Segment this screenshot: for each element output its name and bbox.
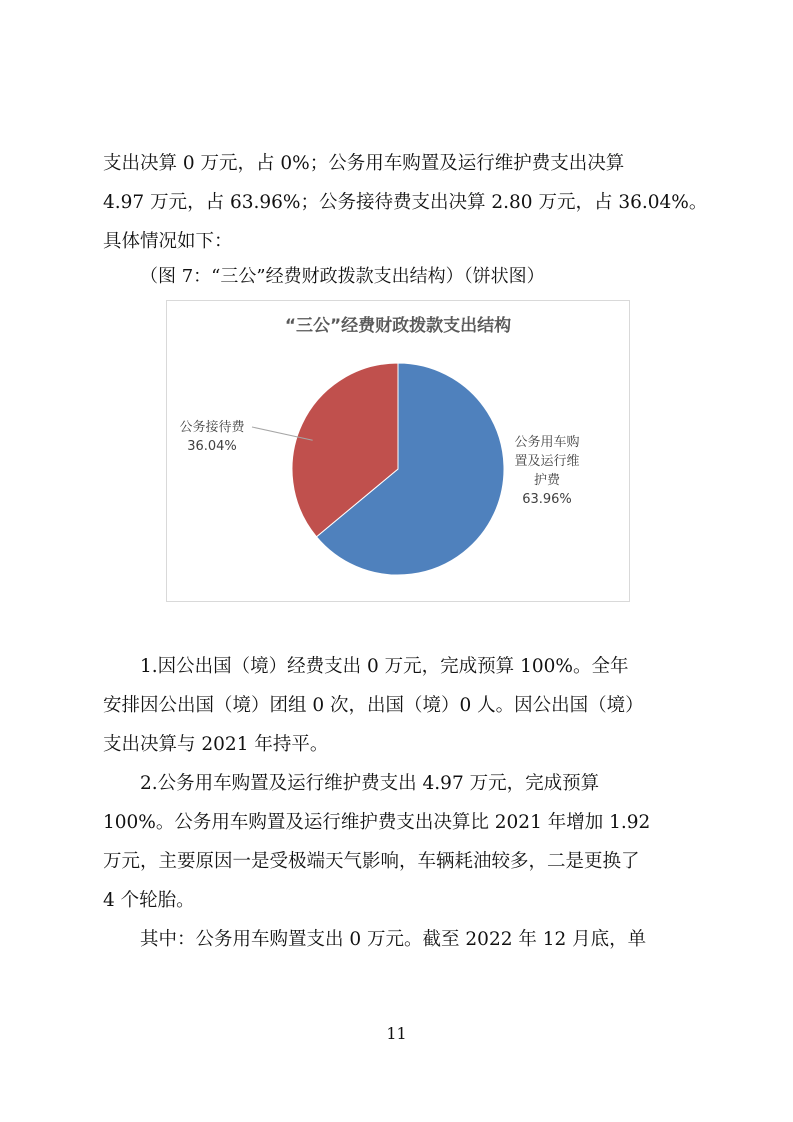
pie-chart-svg (167, 301, 629, 601)
slice-name-label: 置及运行维 (514, 454, 580, 469)
slice-name-label: 公务接待费 (179, 420, 245, 435)
text-line: 具体情况如下： (103, 231, 233, 252)
text-line: 其中：公务用车购置支出 0 万元。截至 2022 年 12 月底，单 (140, 929, 647, 950)
text-line: 万元，主要原因一是受极端天气影响，车辆耗油较多，二是更换了 (103, 851, 640, 872)
text-line: 4.97 万元，占 63.96%；公务接待费支出决算 2.80 万元，占 36.04%。 (103, 192, 708, 213)
slice-value-label: 63.96% (522, 492, 572, 507)
text-line: 4 个轮胎。 (103, 890, 195, 911)
slice-name-label: 护费 (533, 473, 561, 488)
text-line: 1.因公出国（境）经费支出 0 万元，完成预算 100%。全年 (140, 656, 629, 677)
paragraph-vehicle-purchase (103, 920, 691, 959)
text-line: 支出决算 0 万元，占 0%；公务用车购置及运行维护费支出决算 (103, 153, 625, 174)
paragraph-expense-summary (103, 144, 708, 261)
page-number: 11 (386, 1024, 407, 1043)
slice-label (514, 434, 579, 507)
paragraph-vehicle-expense (103, 764, 691, 920)
pie-chart (166, 300, 630, 602)
paragraph-overseas-expense (103, 647, 691, 764)
slice-name-label: 公务用车购 (514, 435, 580, 450)
text-line: 安排因公出国（境）团组 0 次，出国（境）0 人。因公出国（境） (103, 695, 644, 716)
slice-label (179, 419, 245, 454)
chart-title: “三公”经费财政拨款支出结构 (284, 316, 512, 336)
text-line: 2.公务用车购置及运行维护费支出 4.97 万元，完成预算 (140, 773, 600, 794)
text-line: 100%。公务用车购置及运行维护费支出决算比 2021 年增加 1.92 (103, 812, 651, 833)
figure-caption: （图 7：“三公”经费财政拨款支出结构）（饼状图） (140, 266, 545, 287)
slice-value-label: 36.04% (187, 439, 237, 454)
text-line: 支出决算与 2021 年持平。 (103, 734, 329, 755)
